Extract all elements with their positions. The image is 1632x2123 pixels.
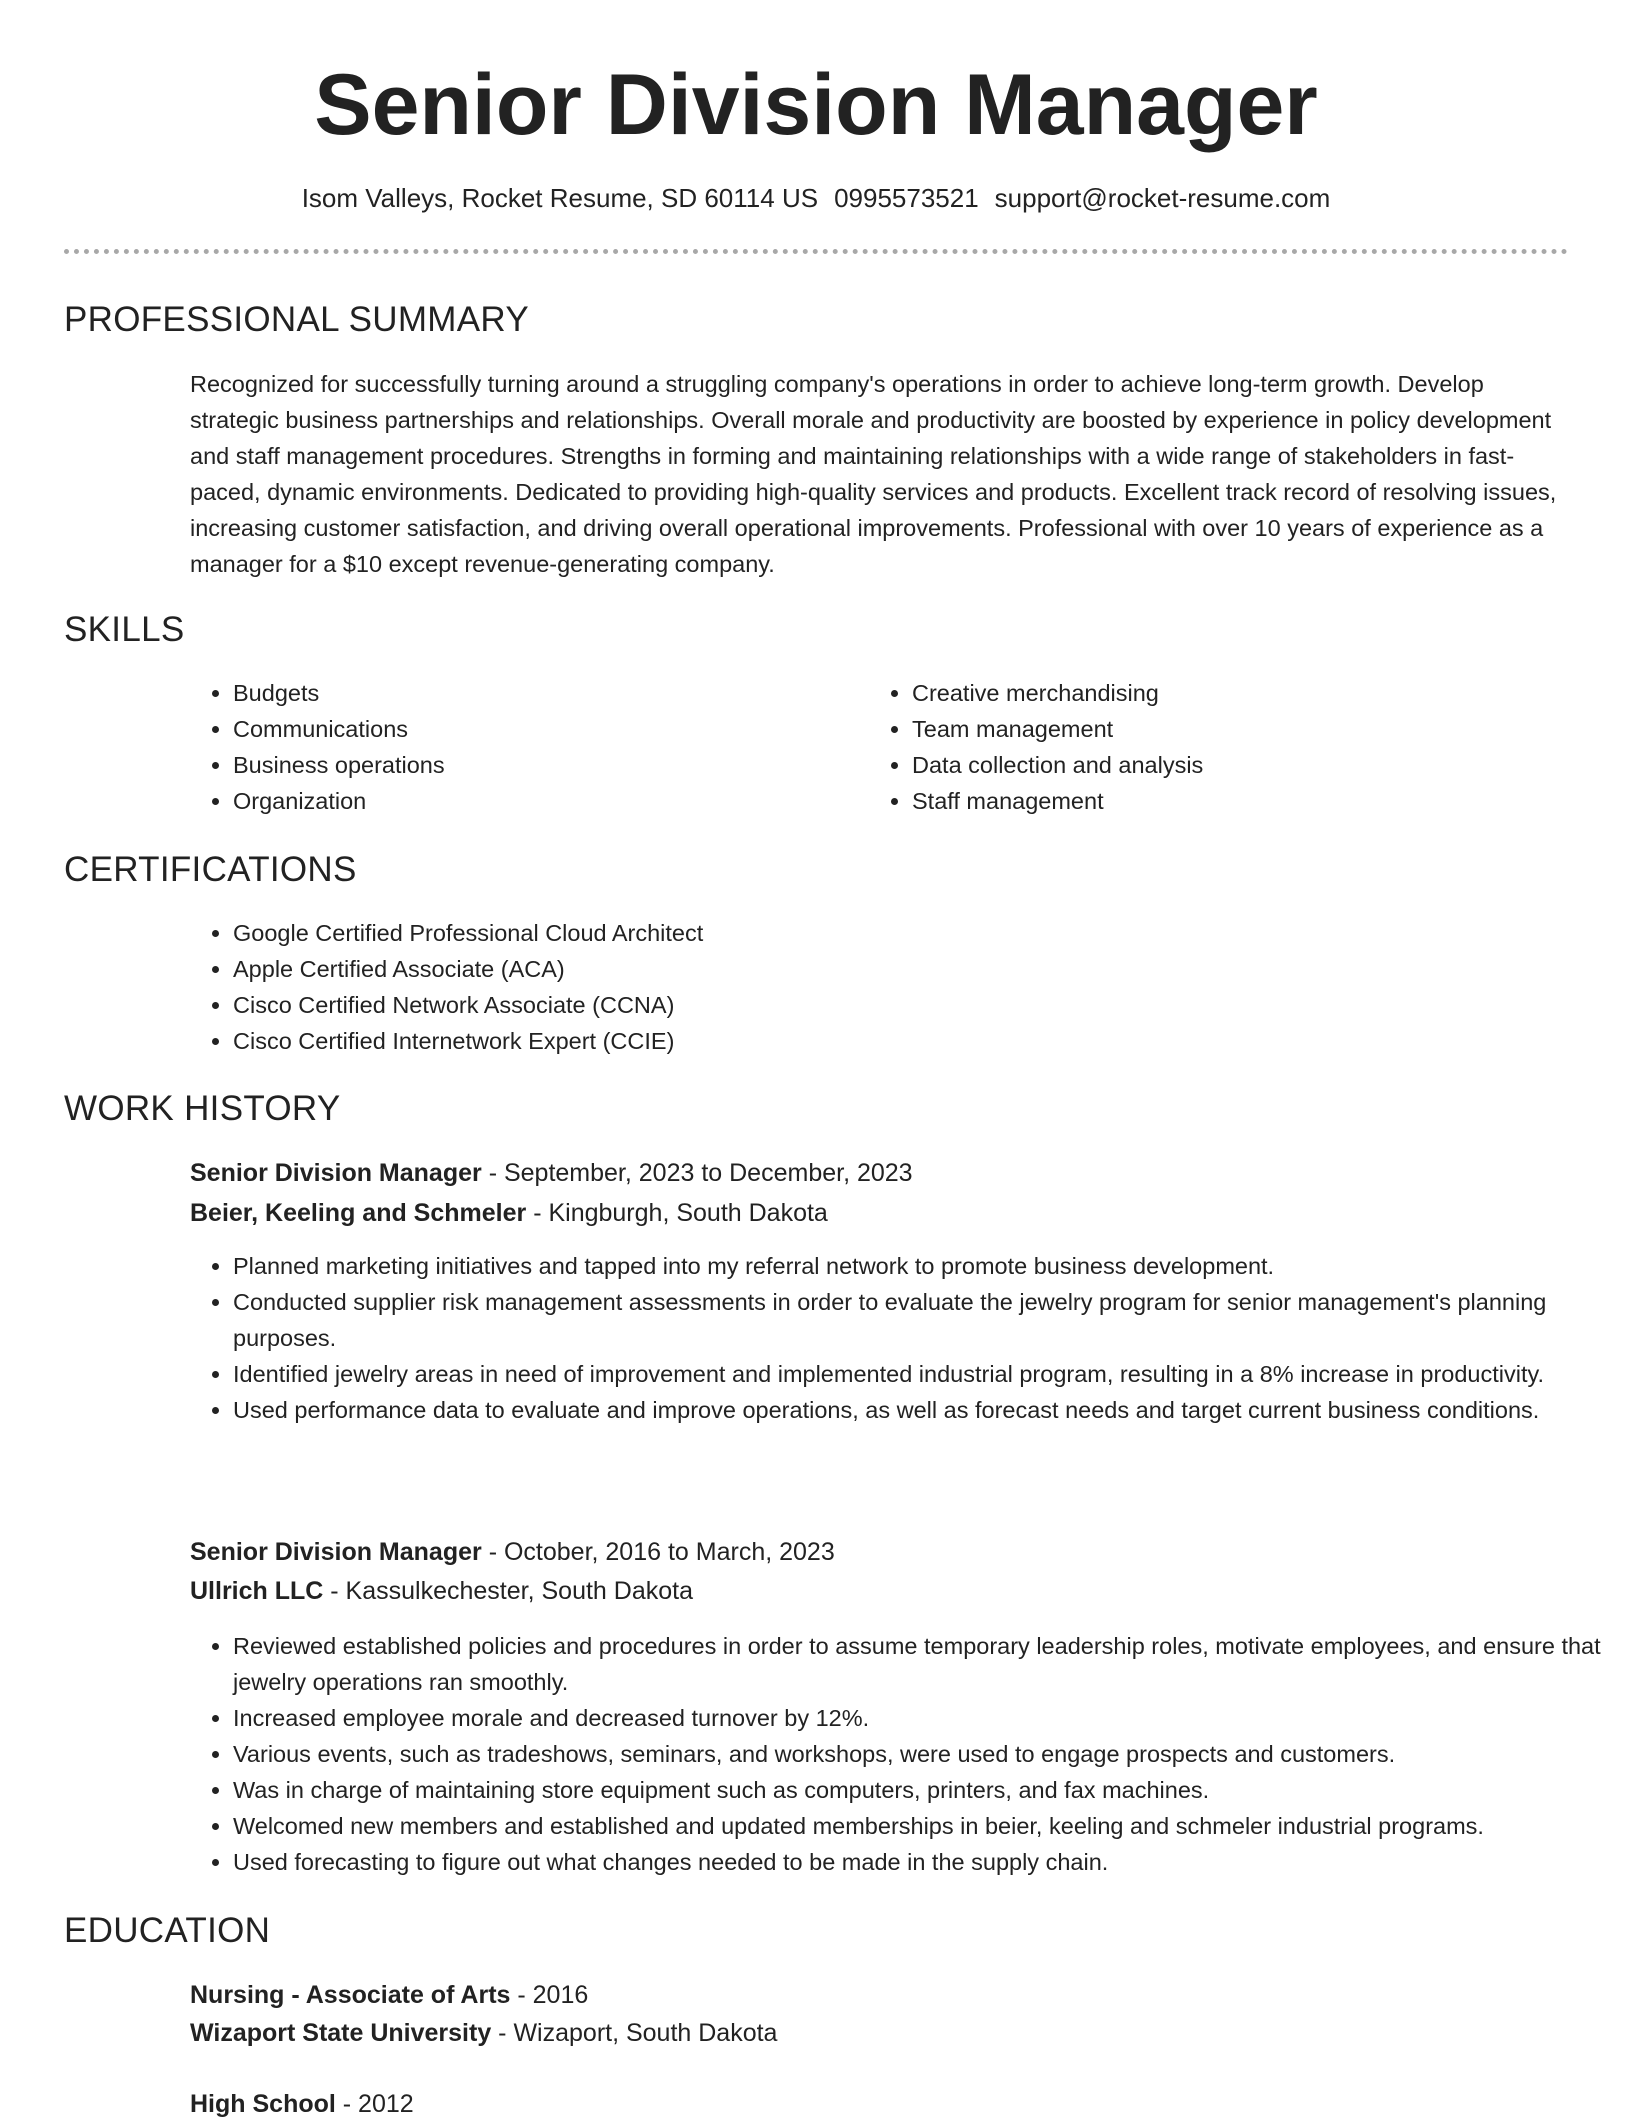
resume-name: Senior Division Manager — [314, 57, 1318, 153]
skill-item: • Communications — [233, 711, 833, 747]
certification-item: • Cisco Certified Internetwork Expert (CCIE) — [233, 1023, 1583, 1059]
job-location: - Kassulkechester, South Dakota — [323, 1577, 693, 1605]
job-bullet: • Conducted supplier risk management assessments in order to evaluate the jewelry program for senior management's planning purposes. — [233, 1284, 1613, 1356]
summary-heading: PROFESSIONAL SUMMARY — [64, 300, 529, 339]
education-location: - Wizaport, South Dakota — [491, 2019, 778, 2047]
skill-item: • Data collection and analysis — [912, 747, 1592, 783]
job-bullet: • Used performance data to evaluate and improve operations, as well as forecast needs and target current business conditions. — [233, 1392, 1613, 1428]
job-bullet: • Used forecasting to figure out what changes needed to be made in the supply chain. — [233, 1844, 1613, 1880]
job-company: Beier, Keeling and Schmeler — [190, 1199, 527, 1227]
job-company-line — [190, 1194, 828, 1232]
skill-item: • Organization — [233, 783, 833, 819]
education-degree: High School — [190, 2090, 336, 2118]
certifications-list — [190, 915, 1583, 1059]
contact-address: Isom Valleys, Rocket Resume, SD 60114 US — [301, 183, 819, 213]
job-bullets — [190, 1628, 1613, 1880]
job-bullet: • Various events, such as tradeshows, seminars, and workshops, were used to engage prospects and customers. — [233, 1736, 1613, 1772]
education-school: Wizaport State University — [190, 2019, 492, 2047]
header-divider — [64, 249, 1568, 254]
skill-item: • Team management — [912, 711, 1592, 747]
job-role: Senior Division Manager — [190, 1159, 482, 1187]
skills-heading: SKILLS — [64, 610, 185, 649]
job-bullet: • Increased employee morale and decreased turnover by 12%. — [233, 1700, 1613, 1736]
education-year: - 2016 — [510, 1981, 589, 2009]
job-title-line — [190, 1533, 835, 1571]
job-company-line — [190, 1572, 693, 1610]
skill-item: • Staff management — [912, 783, 1592, 819]
job-bullet: • Planned marketing initiatives and tapped into my referral network to promote business development. — [233, 1248, 1613, 1284]
skill-item: • Business operations — [233, 747, 833, 783]
education-degree-line — [190, 2085, 414, 2123]
certification-item: • Apple Certified Associate (ACA) — [233, 951, 1583, 987]
certifications-heading: CERTIFICATIONS — [64, 850, 357, 889]
skill-item: • Creative merchandising — [912, 675, 1592, 711]
job-bullet: • Welcomed new members and established and updated memberships in beier, keeling and schmeler industrial programs. — [233, 1808, 1613, 1844]
job-location: - Kingburgh, South Dakota — [526, 1199, 828, 1227]
education-school-line — [190, 2014, 777, 2052]
job-bullets — [190, 1248, 1613, 1428]
job-role: Senior Division Manager — [190, 1538, 482, 1566]
contact-phone: 0995573521 — [834, 183, 979, 213]
contact-email[interactable]: support@rocket-resume.com — [994, 183, 1331, 213]
certification-item: • Cisco Certified Network Associate (CCNA) — [233, 987, 1583, 1023]
job-dates: - October, 2016 to March, 2023 — [481, 1538, 835, 1566]
skill-item: • Budgets — [233, 675, 833, 711]
education-degree: Nursing - Associate of Arts — [190, 1981, 511, 2009]
skills-list-left — [190, 675, 833, 819]
job-title-line — [190, 1154, 913, 1192]
contact-line — [0, 178, 1632, 218]
education-degree-line — [190, 1976, 588, 2014]
work-history-heading: WORK HISTORY — [64, 1089, 341, 1128]
job-company: Ullrich LLC — [190, 1577, 324, 1605]
summary-text: Recognized for successfully turning around a struggling company's operations in order to achieve long-term growth. Develop strategic business partnerships and relationships. Overall morale and productivity are boosted by experience in policy development and staff management procedures. Strengths in forming and maintaining relationships with a wide range of stakeholders in fast-paced, dynamic environments. Dedicated to providing high-quality services and products. Excellent track record of resolving issues, increasing customer satisfaction, and driving overall operational improvements. Professional with over 10 years of experience as a manager for a $10 except revenue-generating company. — [190, 371, 1557, 577]
job-bullet: • Reviewed established policies and procedures in order to assume temporary leadership roles, motivate employees, and ensure that jewelry operations ran smoothly. — [233, 1628, 1613, 1700]
certification-item: • Google Certified Professional Cloud Architect — [233, 915, 1583, 951]
education-year: - 2012 — [335, 2090, 414, 2118]
skills-list-right — [869, 675, 1592, 819]
job-bullet: • Identified jewelry areas in need of improvement and implemented industrial program, resulting in a 8% increase in productivity. — [233, 1356, 1613, 1392]
job-bullet: • Was in charge of maintaining store equipment such as computers, printers, and fax machines. — [233, 1772, 1613, 1808]
job-dates: - September, 2023 to December, 2023 — [481, 1159, 913, 1187]
education-heading: EDUCATION — [64, 1911, 271, 1950]
